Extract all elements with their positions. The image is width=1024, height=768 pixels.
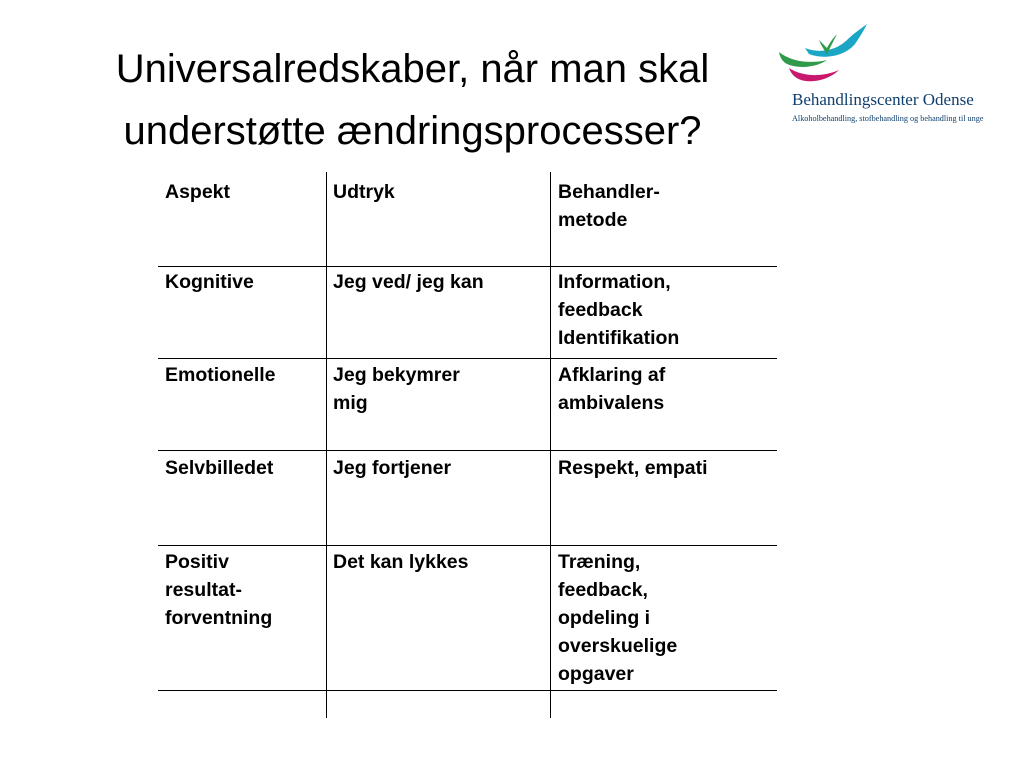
aspect-table [158, 172, 777, 718]
table-cell-metode: Respekt, empati [558, 457, 708, 479]
table-cell-udtryk: Det kan lykkes [333, 551, 469, 573]
header-aspekt: Aspekt [165, 181, 231, 203]
header-udtryk: Udtryk [333, 181, 395, 203]
table-cell-udtryk: Jeg ved/ jeg kan [333, 271, 484, 293]
column-divider [550, 172, 551, 718]
slide-title-line-2: understøtte ændringsprocesser? [123, 109, 702, 153]
slide-title [60, 38, 765, 162]
logo-tagline: Alkoholbehandling, stofbehandling og behandling til unge [792, 114, 984, 123]
logo [775, 18, 1015, 130]
table-cell-aspekt: Emotionelle [165, 364, 276, 386]
table-cell-metode: Træning, feedback, opdeling i overskuelige opgaver [558, 551, 678, 685]
table-cell-aspekt: Positiv resultat- forventning [165, 551, 273, 629]
row-divider [158, 266, 777, 267]
table-cell-udtryk: Jeg bekymrer mig [333, 364, 460, 414]
table-cell-aspekt: Selvbilledet [165, 457, 274, 479]
table-cell-metode: Information, feedback Identifikation [558, 271, 680, 349]
column-divider [326, 172, 327, 718]
logo-name: Behandlingscenter Odense [792, 90, 974, 109]
row-divider [158, 545, 777, 546]
row-divider [158, 690, 777, 691]
table-cell-udtryk: Jeg fortjener [333, 457, 452, 479]
row-divider [158, 358, 777, 359]
row-divider [158, 450, 777, 451]
logo-birds-icon [775, 18, 885, 88]
table-cell-aspekt: Kognitive [165, 271, 254, 293]
header-behandler-metode: Behandler- metode [558, 181, 660, 231]
table-cell-metode: Afklaring af ambivalens [558, 364, 666, 414]
slide-title-line-1: Universalredskaber, når man skal [115, 47, 710, 91]
